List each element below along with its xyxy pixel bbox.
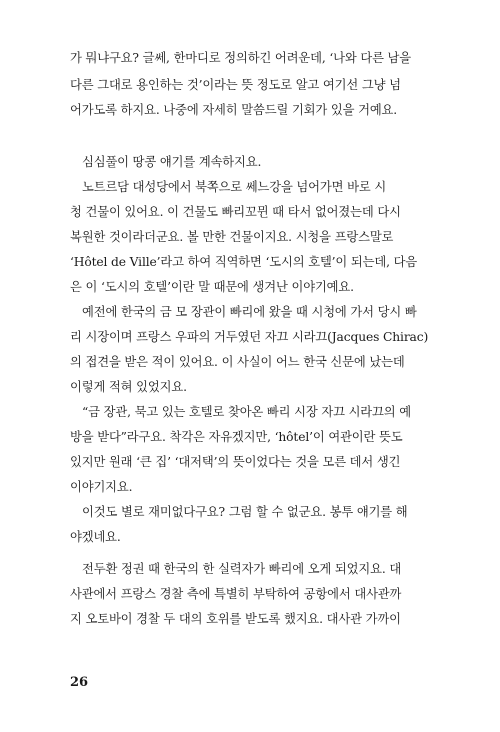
page-number: 26 — [70, 675, 89, 690]
text-line: 은 이 ‘도시의 호텔’이란 말 때문에 생겨난 이야기예요. — [70, 280, 354, 294]
text-line: 다른 그대로 용인하는 것’이라는 뜻 정도로 알고 여기선 그냥 넘 — [70, 78, 401, 92]
text-line: 방을 받다”라구요. 착각은 자유겠지만, ‘hôtel’이 여관이란 뜻도 — [70, 430, 403, 444]
text-line: 이야기지요. — [70, 480, 133, 494]
text-line: 복원한 것이라더군요. 볼 만한 건물이지요. 시청을 프랑스말로 — [70, 230, 394, 244]
text-line: 사관에서 프랑스 경찰 측에 특별히 부탁하여 공항에서 대사관까 — [70, 587, 402, 601]
text-line: 노트르담 대성당에서 북쪽으로 쎄느강을 넘어가면 바로 시 — [82, 180, 387, 194]
text-line: 전두환 정권 때 한국의 한 실력자가 빠리에 오게 되었지요. 대 — [82, 562, 402, 576]
text-line: 의 접견을 받은 적이 있어요. 이 사실이 어느 한국 신문에 났는데 — [70, 355, 405, 369]
text-line: 있지만 원래 ‘큰 집’ ‘대저택’의 뜻이었다는 것을 모른 데서 생긴 — [70, 455, 401, 469]
text-line: ‘Hôtel de Ville’라고 하여 직역하면 ‘도시의 호텔’이 되는데, 다음 — [70, 255, 418, 269]
text-line: 가 뭐냐구요? 글쎄, 한마디로 정의하긴 어려운데, ‘나와 다른 남을 — [70, 51, 412, 65]
text-line: 이것도 별로 재미없다구요? 그럼 할 수 없군요. 봉투 얘기를 해 — [82, 505, 408, 519]
text-line: 심심풀이 땅콩 얘기를 계속하지요. — [82, 155, 262, 169]
text-line: 지 오토바이 경찰 두 대의 호위를 받도록 했지요. 대사관 가까이 — [70, 612, 401, 626]
text-line: “금 장관, 묵고 있는 호텔로 찾아온 빠리 시장 자끄 시라끄의 예 — [82, 405, 411, 419]
text-line: 이렇게 적혀 있었지요. — [70, 380, 187, 394]
text-line: 야겠네요. — [70, 530, 121, 544]
text-line: 어가도록 하지요. 나중에 자세히 말씀드릴 기회가 있을 거예요. — [70, 103, 398, 117]
text-line: 예전에 한국의 금 모 장관이 빠리에 왔을 때 시청에 가서 당시 빠 — [82, 305, 417, 319]
text-line: 리 시장이며 프랑스 우파의 거두였던 자끄 시라끄(Jacques Chirac) — [70, 330, 429, 344]
text-line: 청 건물이 있어요. 이 건물도 빠리꼬뮌 때 타서 없어졌는데 다시 — [70, 205, 401, 219]
